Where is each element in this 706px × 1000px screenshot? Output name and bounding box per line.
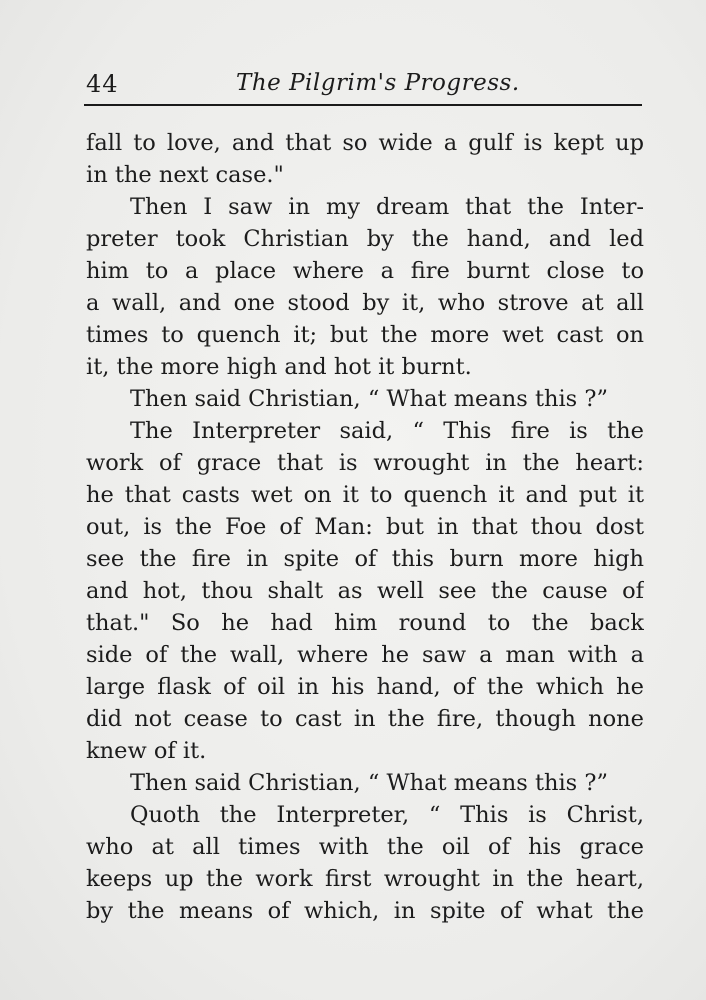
text-line: The Interpreter said, “ This fire is the — [130, 418, 644, 444]
text-line: Quoth the Interpreter, “ This is Christ, — [130, 802, 644, 828]
text-line: times to quench it; but the more wet cast on — [86, 322, 644, 348]
page-number: 44 — [86, 70, 119, 98]
text-line: fall to love, and that so wide a gulf is kept up — [86, 130, 644, 156]
text-line: a wall, and one stood by it, who strove at all — [86, 290, 644, 316]
running-title: The Pilgrim's Progress. — [236, 70, 520, 96]
text-line: side of the wall, where he saw a man with a — [86, 642, 644, 668]
text-line: him to a place where a fire burnt close to — [86, 258, 644, 284]
page-header — [86, 66, 642, 106]
text-line: that." So he had him round to the back — [86, 610, 644, 636]
text-line: Then said Christian, “ What means this ?” — [130, 386, 608, 412]
text-line: preter took Christian by the hand, and led — [86, 226, 644, 252]
text-line: in the next case." — [86, 162, 284, 188]
text-line: Then said Christian, “ What means this ?” — [130, 770, 608, 796]
text-line: large flask of oil in his hand, of the which he — [86, 674, 644, 700]
text-line: out, is the Foe of Man: but in that thou dost — [86, 514, 644, 540]
text-line: knew of it. — [86, 738, 207, 764]
text-line: it, the more high and hot it burnt. — [86, 354, 472, 380]
body-text — [86, 127, 644, 927]
text-line: he that casts wet on it to quench it and put it — [86, 482, 644, 508]
text-line: work of grace that is wrought in the heart: — [86, 450, 644, 476]
text-line: who at all times with the oil of his grace — [86, 834, 644, 860]
header-rule — [84, 104, 642, 106]
text-line: Then I saw in my dream that the Inter- — [130, 194, 644, 220]
text-line: by the means of which, in spite of what the — [86, 898, 644, 924]
text-line: keeps up the work first wrought in the heart, — [86, 866, 644, 892]
text-line: did not cease to cast in the fire, though none — [86, 706, 644, 732]
text-line: and hot, thou shalt as well see the cause of — [86, 578, 644, 604]
text-line: see the fire in spite of this burn more high — [86, 546, 644, 572]
